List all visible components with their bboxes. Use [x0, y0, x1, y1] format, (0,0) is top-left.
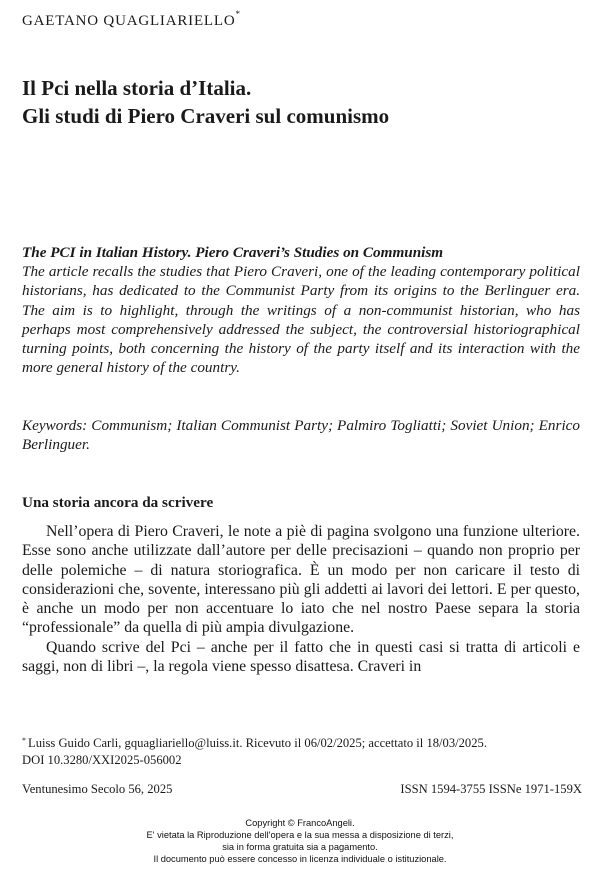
footnote-mark: * — [22, 736, 26, 745]
author-footnote-mark: * — [235, 9, 241, 19]
footnote — [22, 736, 582, 768]
copyright-line-1: Copyright © FrancoAngeli. — [245, 818, 355, 828]
author-name — [22, 11, 241, 30]
article-title — [22, 74, 582, 130]
article-title-line-1: Il Pci nella storia d’Italia. — [22, 76, 252, 100]
body-paragraph-2: Quando scrive del Pci – anche per il fatto che in questi casi si tratta di articoli e saggi, non di libri –, la regola viene spesso disattesa. Craveri in — [22, 638, 580, 676]
journal-citation: Ventunesimo Secolo 56, 2025 — [22, 782, 173, 796]
issn: ISSN 1594-3755 ISSNe 1971-159X — [400, 782, 582, 796]
copyright-line-2: E' vietata la Riproduzione dell'opera e la sua messa a disposizione di terzi, — [146, 830, 454, 840]
article-title-line-2: Gli studi di Piero Craveri sul comunismo — [22, 104, 390, 128]
body-paragraph-1: Nell’opera di Piero Craveri, le note a piè di pagina svolgono una funzione ulteriore. Esse sono anche utilizzate dall’autore per delle precisazioni – quando non proprio per delle polemiche – di natura storiografica. È un modo per non caricare il testo di considerazioni che, sovente, interessano più gli addetti ai lavori dei lettori. E per questo, è anche un modo per non accentuare lo iato che nel nostro Paese separa la storia “professionale” da quella di più ampia divulgazione. — [22, 523, 580, 637]
body-text — [22, 522, 580, 676]
abstract-text: The article recalls the studies that Piero Craveri, one of the leading contemporary political historians, has dedicated to the Communist Party from its origins to the Berlinguer era. The aim is to highlight, through the writings of a non-communist historian, who has perhaps most comprehensively addressed the subject, the controversial historiographical turning points, both concerning the history of the party itself and its interaction with the more general history of the country. — [22, 263, 580, 377]
abstract-title: The PCI in Italian History. Piero Craveri’s Studies on Communism — [22, 244, 444, 261]
keywords: Keywords: Communism; Italian Communist Party; Palmiro Togliatti; Soviet Union; Enrico Berlinguer. — [22, 417, 580, 454]
footnote-doi: DOI 10.3280/XXI2025-056002 — [22, 752, 182, 767]
section-heading: Una storia ancora da scrivere — [22, 494, 214, 511]
footnote-line-1: Luiss Guido Carli, gquagliariello@luiss.it. Ricevuto il 06/02/2025; accettato il 18/03/2025. — [28, 736, 487, 750]
author-name-text: GAETANO QUAGLIARIELLO — [22, 13, 236, 29]
copyright-line-4: Il documento può essere concesso in licenza individuale o istituzionale. — [153, 854, 447, 864]
copyright-notice — [0, 817, 600, 865]
copyright-line-3: sia in forma gratuita sia a pagamento. — [222, 842, 378, 852]
